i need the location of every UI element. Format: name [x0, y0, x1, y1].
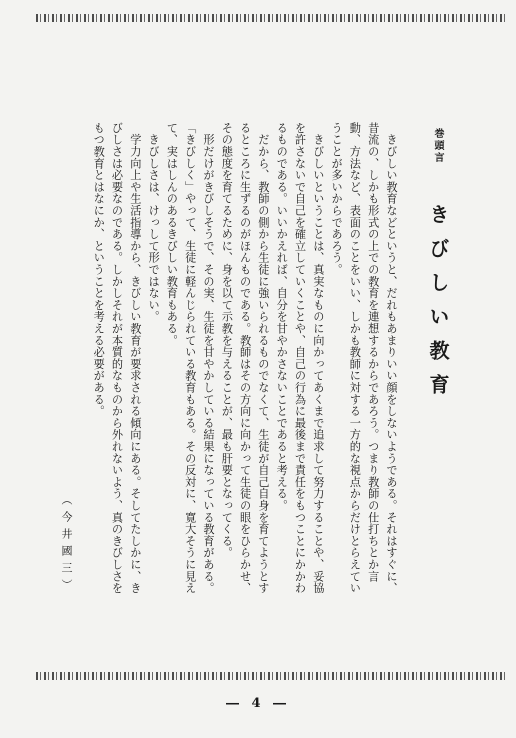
page-number: ― 4 ― [225, 696, 291, 711]
text-line: 形だけがきびしそうで、その実、生徒を甘やかしている結果になっている教育がある。 [202, 122, 215, 594]
section-label: 巻頭言 [432, 128, 443, 164]
text-line: その態度を育てるために、身を以て示教を与えることが、最も肝要となってくる。 [220, 122, 234, 559]
text-line: きびしい教育などというと、だれもあまりいい顔をしないようである。それはすぐに、 [385, 122, 398, 594]
text-line: もつ教育とはなにか、ということを考える必要がある。 [92, 122, 106, 417]
text-line: るものである。いいかえれば、自分を甘やかさないことであると考える。 [275, 122, 289, 512]
text-line: 学力向上や生活指導から、きびしい教育が要求される傾向にある。そしてたしかに、き [128, 122, 142, 594]
text-line: だから、教師の側から生徒に強いられるものでなくて、生徒が自己自身を育てようとす [256, 122, 270, 594]
text-line: て、実はしんのあるきびしい教育もある。 [165, 122, 179, 347]
text-line: きびしいということは、真実なものに向かってあくまで追求して努力することや、妥協 [311, 122, 325, 594]
text-line: 昔流の、しかも形式の上での教育を連想するからであろう。つまり教師の仕打ちとか言 [366, 122, 380, 583]
text-line: るところに生ずるのがほんものである。教師はその方向に向かって生徒の眼をひらかせ、 [238, 122, 252, 594]
text-line: うことが多いからであろう。 [330, 122, 344, 276]
text-line: を許さないで自己を確立していくことや、自己の行為に最後まで責任をもつことにかかわ [293, 122, 307, 594]
text-line: びしさは必要なのである。しかしそれが本質的なものから外れないよう、真のきびしさを [110, 122, 124, 594]
author-name: （今井國三） [60, 494, 73, 596]
top-ornamental-border [36, 14, 508, 22]
text-line: 動、方法など、表面のことをいい、しかも教師に対する一方的な視点からだけとらえてい [348, 122, 362, 594]
text-line: 「きびしく」やって、生徒に軽んじられている教育もある。その反対に、寛大そうに見え [183, 122, 197, 594]
page-title: きびしい教育 [426, 204, 450, 408]
bottom-ornamental-border [36, 672, 508, 680]
text-line: きびしさは、けっして形ではない。 [147, 122, 161, 323]
